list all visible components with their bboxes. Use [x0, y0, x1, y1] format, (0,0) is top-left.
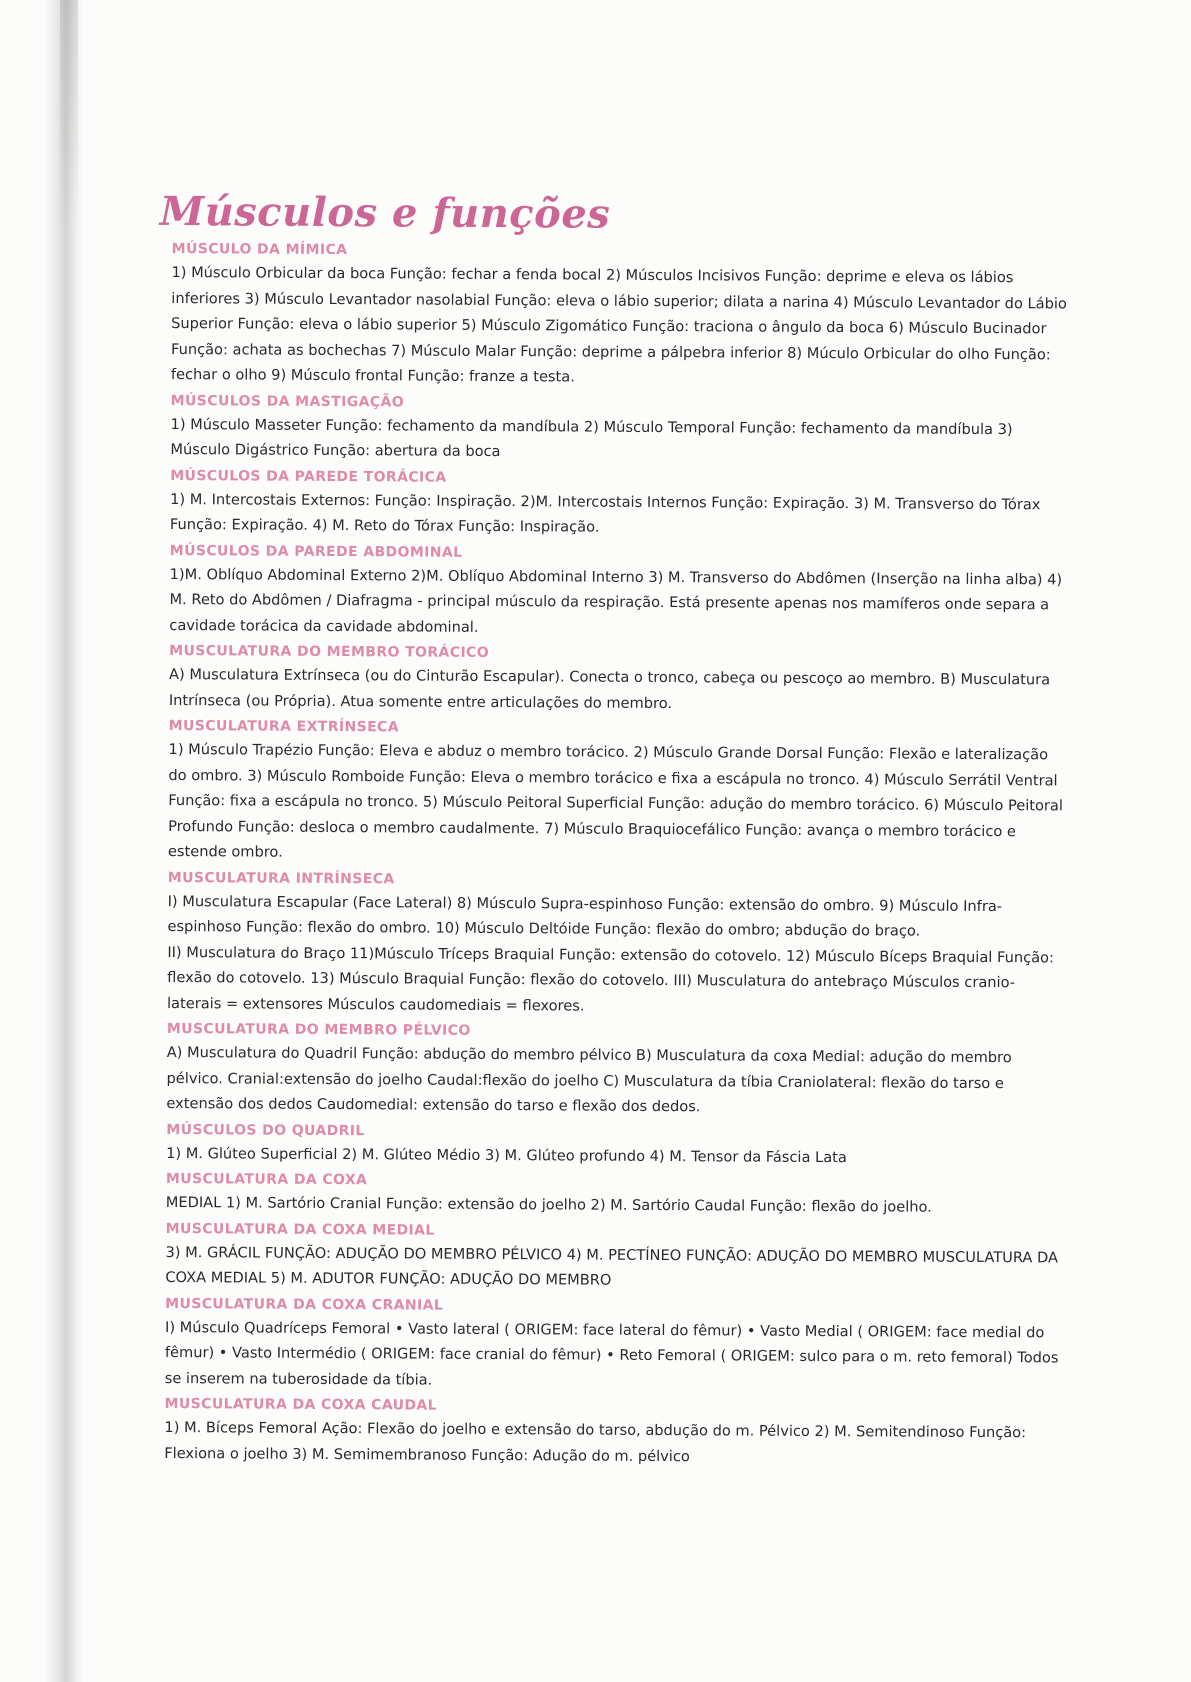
section-body-mastigacao: 1) Músculo Masseter Função: fechamento da mandíbula 2) Músculo Temporal Função: fechamento da mandíbula 3) Músculo Digástrico Função: abertura da boca	[170, 415, 1013, 461]
section-body-membro-toracico: A) Musculatura Extrínseca (ou do Cinturão Escapular). Conecta o tronco, cabeça ou pescoço ao membro. B) Musculatura Intrínseca (ou Própria). Atua somente entre articulações do membro.	[168, 665, 1051, 712]
section-title-quadril: MÚSCULOS DO QUADRIL	[166, 1121, 365, 1139]
section-body-parede-abdominal: 1)M. Oblíquo Abdominal Externo 2)M. Oblíquo Abdominal Interno 3) M. Transverso do Abdômen (Inserção na linha alba) 4) M. Reto do Abdômen / Diafragma - principal músculo da respiração. Está presente apenas nos mamíferos onde separa a cavidade torácica da cavidade abdominal.	[169, 565, 1063, 636]
section-body-coxa-medial: 3) M. GRÁCIL FUNÇÃO: ADUÇÃO DO MEMBRO PÉLVICO 4) M. PECTÍNEO FUNÇÃO: ADUÇÃO DO MEMBRO MUSCULATURA DA COXA MEDIAL 5) M. ADUTOR FUNÇÃO: ADUÇÃO DO MEMBRO	[165, 1243, 1059, 1289]
section-title-extrinseca: MUSCULATURA EXTRÍNSECA	[168, 717, 400, 736]
section-title-membro-pelvico: MUSCULATURA DO MEMBRO PÉLVICO	[166, 1020, 471, 1039]
page-title: Músculos e funções	[159, 187, 611, 238]
section-body-intrinseca-braco: II) Musculatura do Braço 11)Músculo Tríceps Braquial Função: extensão do cotovelo. 12) Músculo Bíceps Braquial Função: flexão do cotovelo. 13) Músculo Braquial Função: flexão do cotovelo. III) Musculatura do antebraço Músculos cranio-laterais = extensores Músculos caudomediais = flexores.	[166, 943, 1054, 1015]
section-body-coxa: MEDIAL 1) M. Sartório Cranial Função: extensão do joelho 2) M. Sartório Caudal Função: flexão do joelho.	[165, 1193, 932, 1216]
section-body-intrinseca: I) Musculatura Escapular (Face Lateral) 8) Músculo Supra-espinhoso Função: extensão do ombro. 9) Músculo Infra-espinhoso Função: flexão do ombro. 10) Músculo Deltóide Função: flexão do ombro; abdução do braço.	[167, 892, 1003, 940]
section-body-coxa-cranial: I) Músculo Quadríceps Femoral • Vasto lateral ( ORIGEM: face lateral do fêmur) • Vasto Medial ( ORIGEM: face medial do fêmur) • Vasto Intermédio ( ORIGEM: face cranial do fêmur) • Reto Femoral ( ORIGEM: sulco para o m. reto femoral) Todos se inserem na tuberosidade da tíbia.	[164, 1318, 1059, 1389]
section-body-parede-toracica: 1) M. Intercostais Externos: Função: Inspiração. 2)M. Intercostais Internos Função: Expiração. 3) M. Transverso do Tórax Função: Expiração. 4) M. Reto do Tórax Função: Inspiração.	[169, 490, 1041, 536]
section-title-coxa-cranial: MUSCULATURA DA COXA CRANIAL	[165, 1295, 444, 1314]
section-title-mimica: MÚSCULO DA MÍMICA	[171, 240, 348, 259]
section-body-coxa-caudal: 1) M. Bíceps Femoral Ação: Flexão do joelho e extensão do tarso, abdução do m. Pélvico 2) M. Semitendinoso Função: Flexiona o joelho 3) M. Semimembranoso Função: Adução do m. pélvico	[164, 1418, 1027, 1465]
section-title-coxa-caudal: MUSCULATURA DA COXA CAUDAL	[164, 1395, 438, 1414]
section-title-coxa: MUSCULATURA DA COXA	[165, 1170, 368, 1189]
page-binding-shadow-top	[60, 0, 78, 230]
section-body-extrinseca: 1) Músculo Trapézio Função: Eleva e abduz o membro torácico. 2) Músculo Grande Dorsal Função: Flexão e lateralização do ombro. 3) Músculo Romboide Função: Eleva o membro torácico e fixa a escápula no tronco. 4) Músculo Serrátil Ventral Função: fixa a escápula no tronco. 5) Músculo Peitoral Superficial Função: adução do membro torácico. 6) Músculo Peitoral Profundo Função: desloca o membro caudalmente. 7) Músculo Braquiocefálico Função: avança o membro torácico e estende ombro.	[167, 740, 1063, 861]
section-title-coxa-medial: MUSCULATURA DA COXA MEDIAL	[165, 1220, 435, 1239]
section-body-mimica: 1) Músculo Orbicular da boca Função: fechar a fenda bocal 2) Músculos Incisivos Função: deprime e eleva os lábios inferiores 3) Músculo Levantador nasolabial Função: eleva o lábio superior; dilata a narina 4) Músculo Levantador do Lábio Superior Função: eleva o lábio superior 5) Músculo Zigomático Função: traciona o ângulo da boca 6) Músculo Bucinador Função: achata as bochechas 7) Músculo Malar Função: deprime a pálpebra inferior 8) Múculo Orbicular do olho Função: fechar o olho 9) Músculo frontal Função: franze a testa.	[170, 263, 1067, 386]
section-body-membro-pelvico: A) Musculatura do Quadril Função: abdução do membro pélvico B) Musculatura da coxa Medial: adução do membro pélvico. Cranial:extensão do joelho Caudal:flexão do joelho C) Musculatura da tíbia Craniolateral: flexão do tarso e extensão dos dedos Caudomedial: extensão do tarso e flexão dos dedos.	[166, 1043, 1012, 1116]
section-title-intrinseca: MUSCULATURA INTRÍNSECA	[167, 869, 395, 887]
section-title-mastigacao: MÚSCULOS DA MASTIGAÇÃO	[170, 392, 405, 410]
section-body-quadril: 1) M. Glúteo Superficial 2) M. Glúteo Médio 3) M. Glúteo profundo 4) M. Tensor da Fáscia Lata	[166, 1144, 847, 1166]
section-title-parede-abdominal: MÚSCULOS DA PAREDE ABDOMINAL	[169, 542, 463, 561]
section-title-membro-toracico: MUSCULATURA DO MEMBRO TORÁCICO	[169, 642, 490, 661]
document-content	[159, 187, 1072, 1473]
page-binding-shadow	[44, 0, 84, 1682]
section-title-parede-toracica: MÚSCULOS DA PAREDE TORÁCICA	[170, 467, 447, 486]
